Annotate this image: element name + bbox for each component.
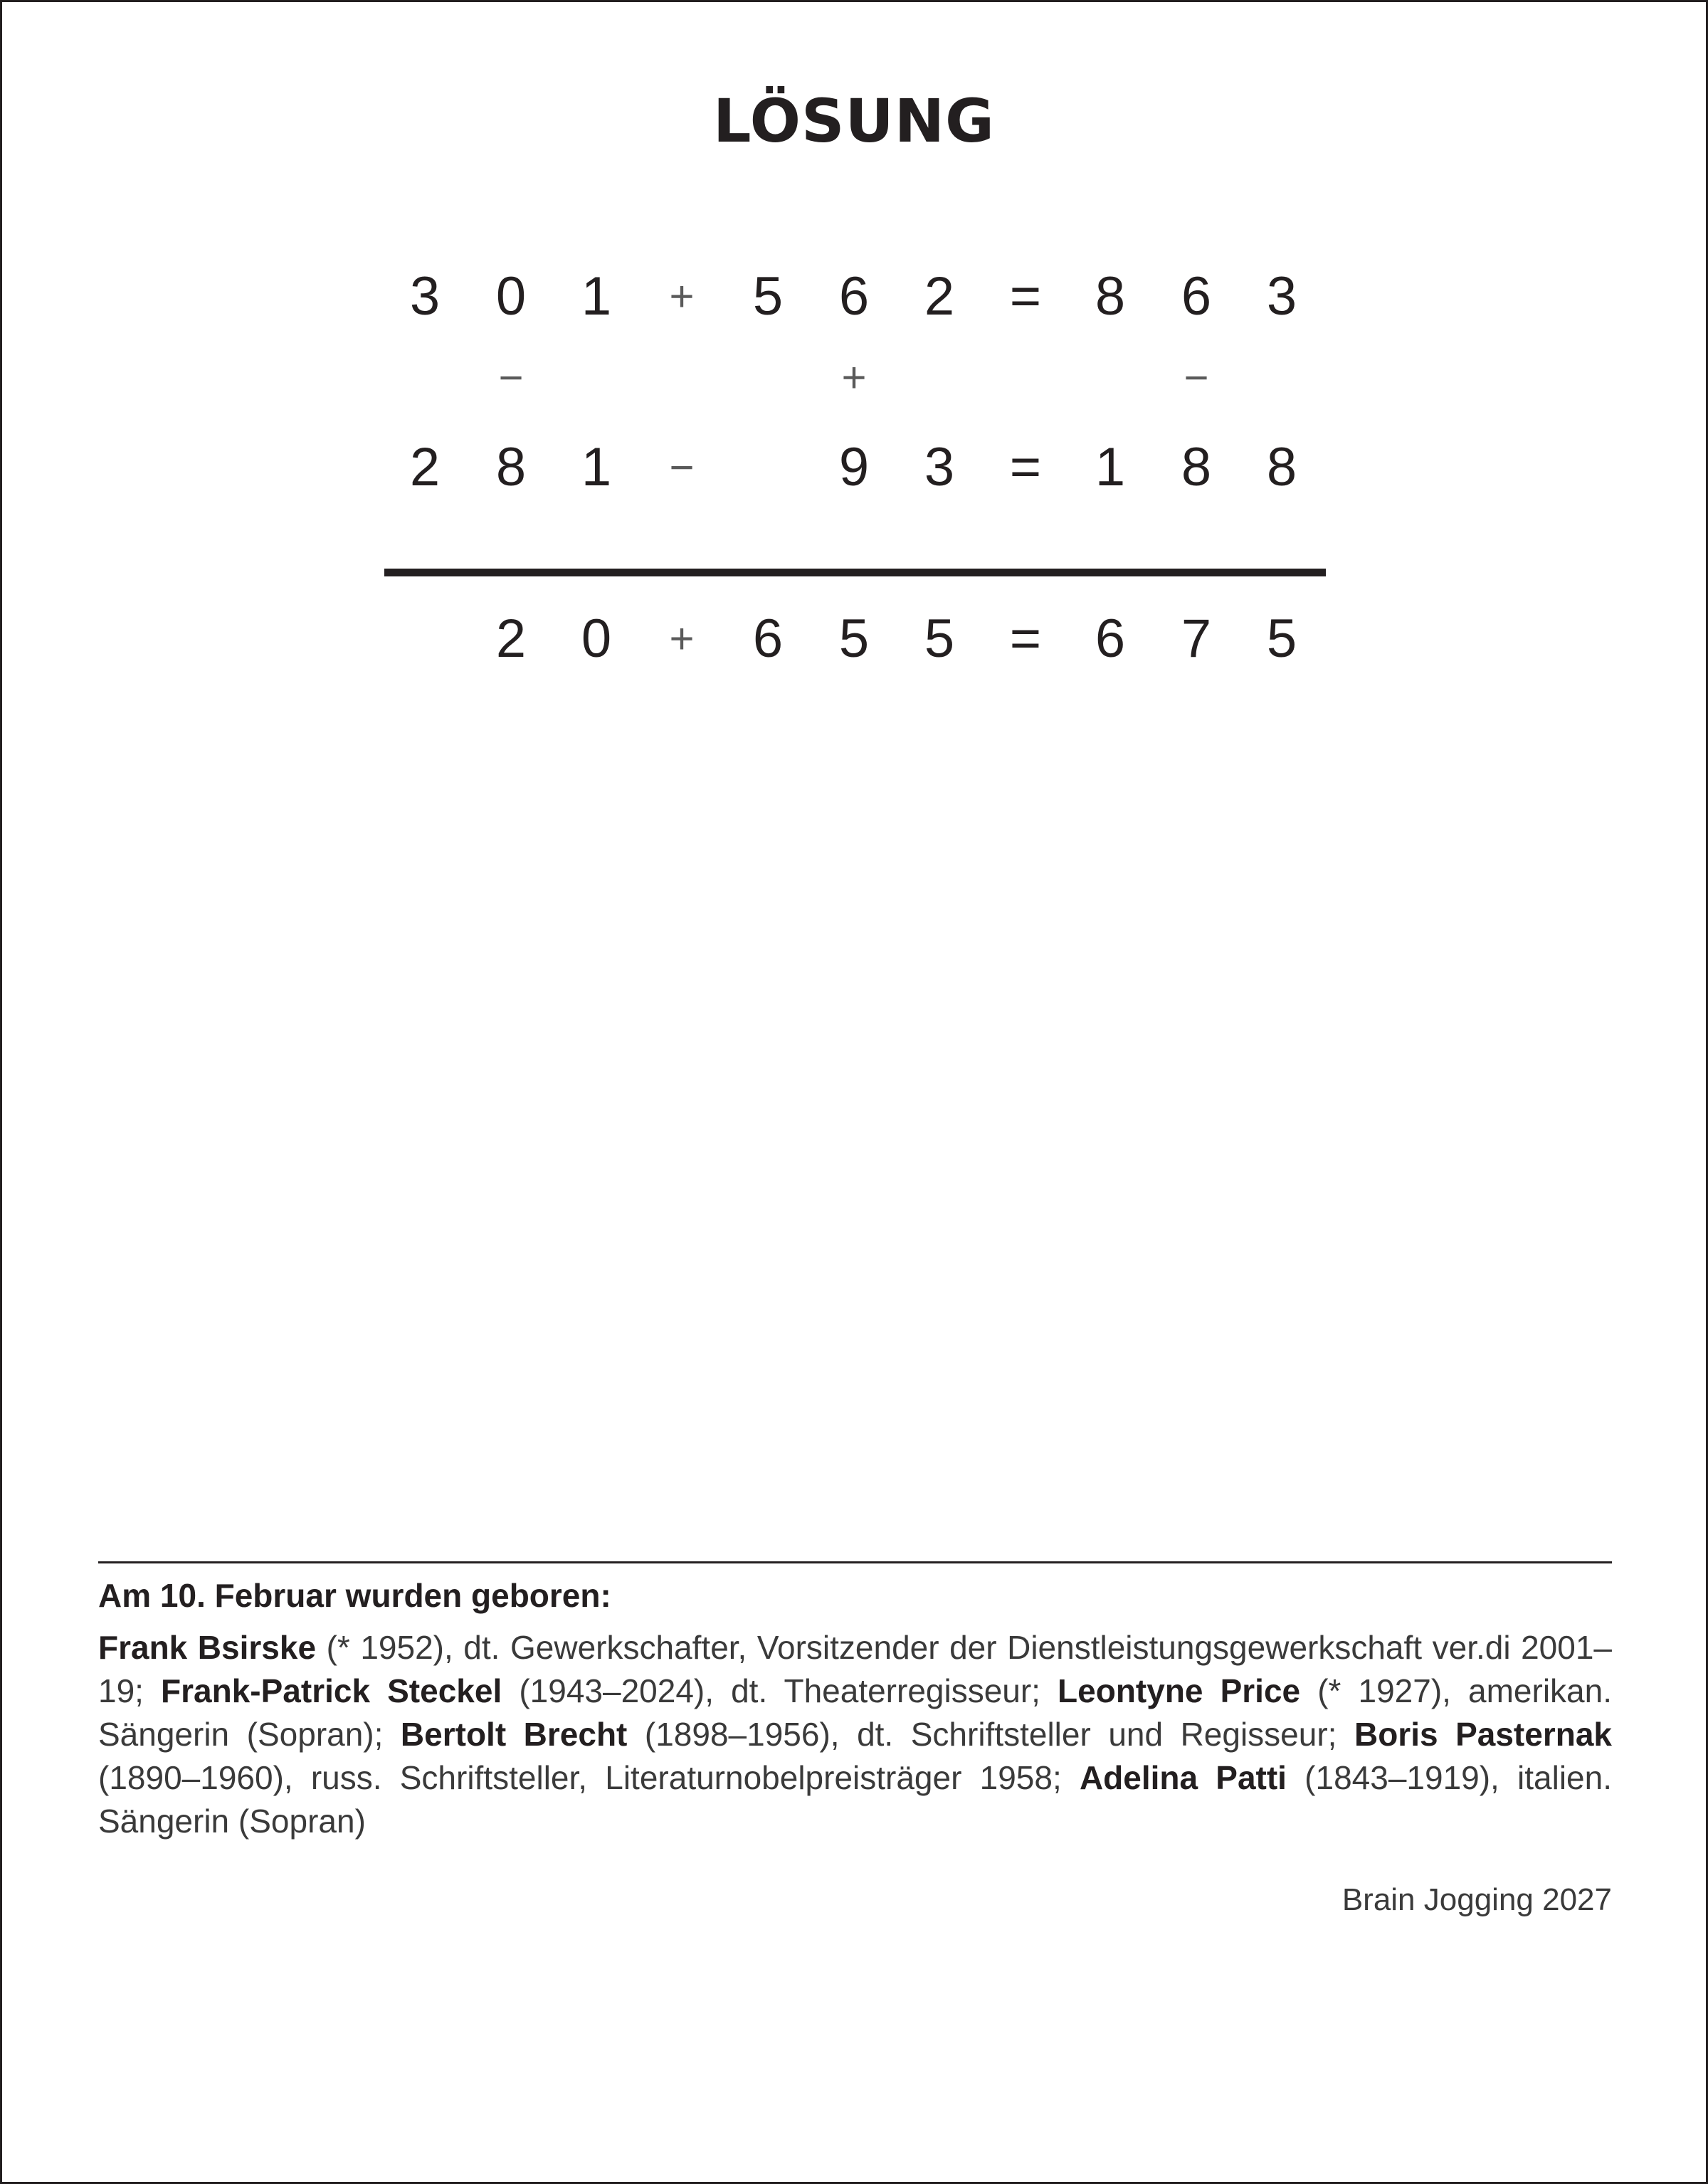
person-name: Bertolt Brecht xyxy=(400,1716,628,1753)
puzzle-r2-op1: − xyxy=(669,443,695,491)
puzzle-r1-eq: = xyxy=(1009,266,1042,327)
person-name: Frank Bsirske xyxy=(98,1629,317,1666)
puzzle-r1-c4: 5 xyxy=(752,266,784,327)
puzzle-r3-c4: 6 xyxy=(752,608,784,669)
person-name: Leontyne Price xyxy=(1058,1672,1301,1709)
puzzle-r1-op1: + xyxy=(669,273,695,320)
birthdays-text xyxy=(98,1626,1612,1843)
person-details: (1890–1960), russ. Schriftsteller, Literaturnobelpreisträger 1958; xyxy=(98,1759,1080,1796)
person-details: (1898–1956), dt. Schriftsteller und Regisseur; xyxy=(627,1716,1354,1753)
puzzle-r2-c1: 2 xyxy=(409,437,441,497)
solution-puzzle xyxy=(0,0,1708,712)
puzzle-r3-c9: 5 xyxy=(1266,608,1297,669)
person-details: (1843–1919), italien. Sängerin (Sopran) xyxy=(98,1759,1612,1840)
puzzle-r3-c6: 5 xyxy=(924,608,955,669)
page-title: LÖSUNG xyxy=(713,86,995,156)
puzzle-r1-c2: 0 xyxy=(495,266,527,327)
puzzle-r2-c6: 3 xyxy=(924,437,955,497)
puzzle-r1-c6: 2 xyxy=(924,266,955,327)
person-name: Frank-Patrick Steckel xyxy=(161,1672,502,1709)
puzzle-r3-c2: 2 xyxy=(495,608,527,669)
puzzle-r2-c2: 8 xyxy=(495,437,527,497)
puzzle-col-op2: + xyxy=(841,354,867,401)
puzzle-r3-c3: 0 xyxy=(581,608,612,669)
puzzle-r3-c8: 7 xyxy=(1181,608,1212,669)
puzzle-r1-c3: 1 xyxy=(581,266,612,327)
puzzle-r3-c7: 6 xyxy=(1095,608,1126,669)
puzzle-r2-c7: 1 xyxy=(1095,437,1126,497)
puzzle-r3-eq: = xyxy=(1009,608,1042,669)
birthdays-heading: Am 10. Februar wurden geboren: xyxy=(98,1577,611,1614)
birthdays-section xyxy=(98,1574,1612,1843)
person-details: (* 1952), dt. Gewerkschafter, Vorsitzender der Dienstleistungsgewerkschaft ver.di 2001–19; xyxy=(98,1629,1613,1709)
person-name: Adelina Patti xyxy=(1079,1759,1287,1796)
puzzle-col-op1: − xyxy=(498,354,524,401)
puzzle-r1-c1: 3 xyxy=(409,266,441,327)
puzzle-col-op3: − xyxy=(1184,354,1209,401)
puzzle-r1-c7: 8 xyxy=(1095,266,1126,327)
footer-credit: Brain Jogging 2027 xyxy=(1341,1882,1612,1917)
person-name: Boris Pasternak xyxy=(1354,1716,1612,1753)
puzzle-r3-c5: 5 xyxy=(838,608,870,669)
section-divider xyxy=(98,1561,1612,1563)
puzzle-r2-c3: 1 xyxy=(581,437,612,497)
puzzle-r2-eq: = xyxy=(1009,437,1042,497)
puzzle-r2-c8: 8 xyxy=(1181,437,1212,497)
person-details: (1943–2024), dt. Theaterregisseur; xyxy=(502,1672,1058,1709)
person-details: (* 1927), amerikan. Sängerin (Sopran); xyxy=(98,1672,1612,1753)
puzzle-r1-c9: 3 xyxy=(1266,266,1297,327)
puzzle-r2-c5: 9 xyxy=(838,437,870,497)
puzzle-r1-c8: 6 xyxy=(1181,266,1212,327)
puzzle-r2-c9: 8 xyxy=(1266,437,1297,497)
puzzle-r1-c5: 6 xyxy=(838,266,870,327)
puzzle-r3-op1: + xyxy=(669,615,695,663)
sum-rule xyxy=(384,569,1326,576)
